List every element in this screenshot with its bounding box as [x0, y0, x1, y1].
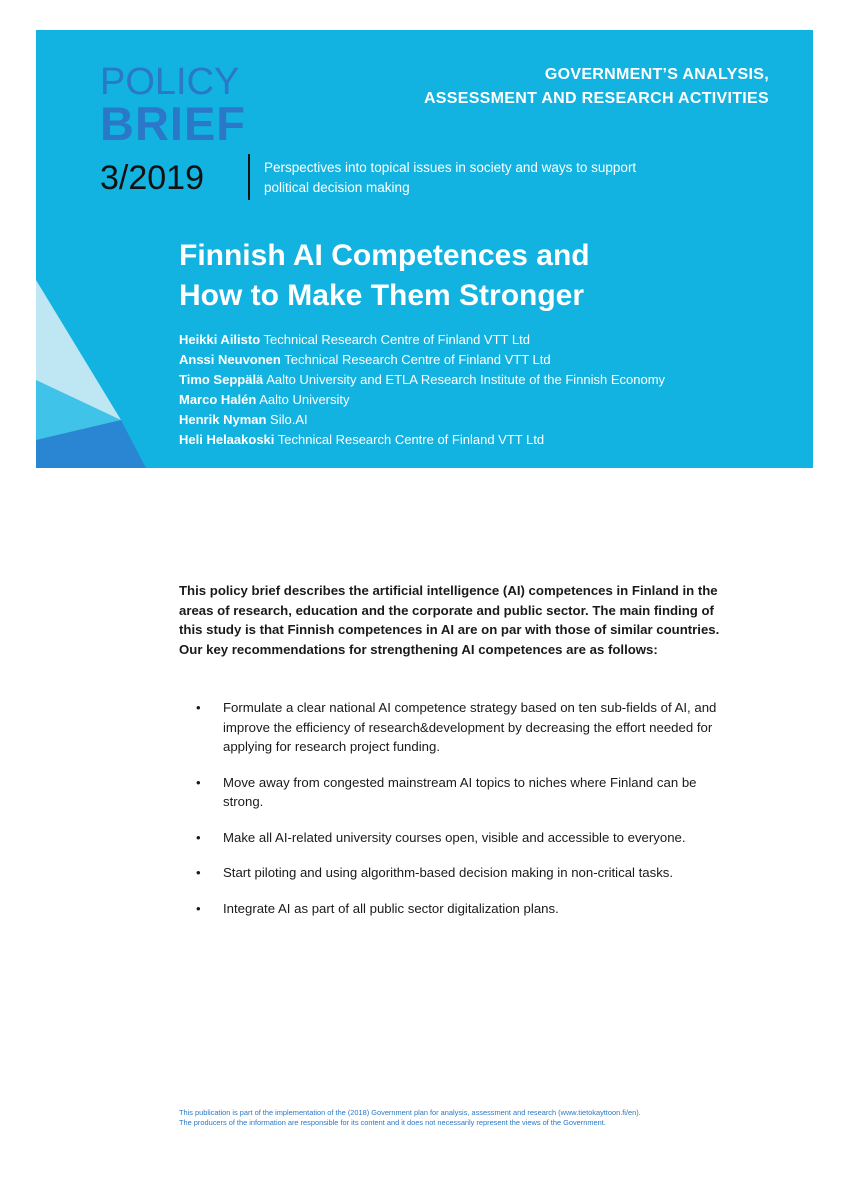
footer-line-2: The producers of the information are responsible for its content and it does not necessarily represent the views of the Government.	[179, 1118, 606, 1127]
author-item	[179, 410, 799, 430]
logo-policy: POLICY	[100, 61, 240, 103]
bullet-icon: •	[196, 829, 201, 845]
author-item	[179, 390, 799, 410]
recommendation-item	[196, 698, 736, 757]
recommendation-text: Start piloting and using algorithm-based decision making in non-critical tasks.	[223, 865, 674, 880]
logo-brief: BRIEF	[100, 97, 246, 150]
recommendation-list	[196, 698, 736, 934]
header-banner	[36, 30, 813, 468]
author-name: Heikki Ailisto	[179, 332, 261, 347]
author-affiliation: Aalto University	[256, 392, 350, 407]
author-affiliation: Technical Research Centre of Finland VTT Ltd	[274, 432, 545, 447]
author-name: Timo Seppälä	[179, 372, 264, 387]
bullet-icon: •	[196, 774, 201, 790]
issue-divider	[248, 154, 250, 200]
recommendation-text: Integrate AI as part of all public sector digitalization plans.	[223, 900, 559, 916]
author-name: Henrik Nyman	[179, 412, 267, 427]
program-line-1: GOVERNMENT’S ANALYSIS,	[544, 66, 769, 83]
bullet-icon: •	[196, 900, 201, 916]
footer-line-1: This publication is part of the implementation of the (2018) Government plan for analysis, assessment and research (www.tietokayttoon.fi/en).	[179, 1108, 641, 1117]
program-heading	[424, 63, 769, 111]
recommendation-text: Make all AI-related university courses open, visible and accessible to everyone.	[223, 829, 686, 845]
author-name: Marco Halén	[179, 392, 257, 407]
brief-title	[179, 236, 779, 316]
author-affiliation: Silo.AI	[266, 412, 308, 427]
author-item	[179, 370, 799, 390]
tagline: Perspectives into topical issues in society and ways to support political decision making	[264, 160, 637, 195]
author-item	[179, 430, 799, 450]
issue-number: 3/2019	[100, 159, 204, 197]
title-line-1: Finnish AI Competences and	[179, 239, 590, 272]
author-affiliation: Aalto University and ETLA Research Institute of the Finnish Economy	[263, 372, 666, 387]
program-line-2: ASSESSMENT AND RESEARCH ACTIVITIES	[423, 90, 769, 107]
bullet-icon: •	[196, 700, 201, 715]
author-affiliation: Technical Research Centre of Finland VTT Ltd	[260, 332, 530, 347]
author-item	[179, 330, 799, 350]
recommendation-item	[196, 899, 736, 919]
author-item	[179, 350, 799, 370]
footer-note	[179, 1108, 739, 1128]
recommendation-item	[196, 863, 736, 883]
title-line-2: How to Make Them Stronger	[179, 279, 585, 312]
intro-summary: This policy brief describes the artificial intelligence (AI) competences in Finland in the areas of research, education and the corporate and public sector. The main finding of this study is that Finnish competences in AI are on par with those of similar countries. Our key recommendations for strengthening AI competences are as follows:	[179, 583, 720, 657]
recommendation-item	[196, 773, 736, 812]
bullet-icon: •	[196, 865, 201, 880]
author-name: Heli Helaakoski	[179, 432, 275, 447]
author-list	[179, 330, 799, 450]
recommendation-item	[196, 828, 736, 848]
recommendation-text: Move away from congested mainstream AI topics to niches where Finland can be strong.	[223, 774, 697, 809]
author-affiliation: Technical Research Centre of Finland VTT Ltd	[280, 352, 551, 367]
recommendation-text: Formulate a clear national AI competence strategy based on ten sub-fields of AI, and improve the efficiency of research&development by decreasing the effort needed for applying for research project funding.	[223, 700, 717, 754]
author-name: Anssi Neuvonen	[179, 352, 281, 367]
